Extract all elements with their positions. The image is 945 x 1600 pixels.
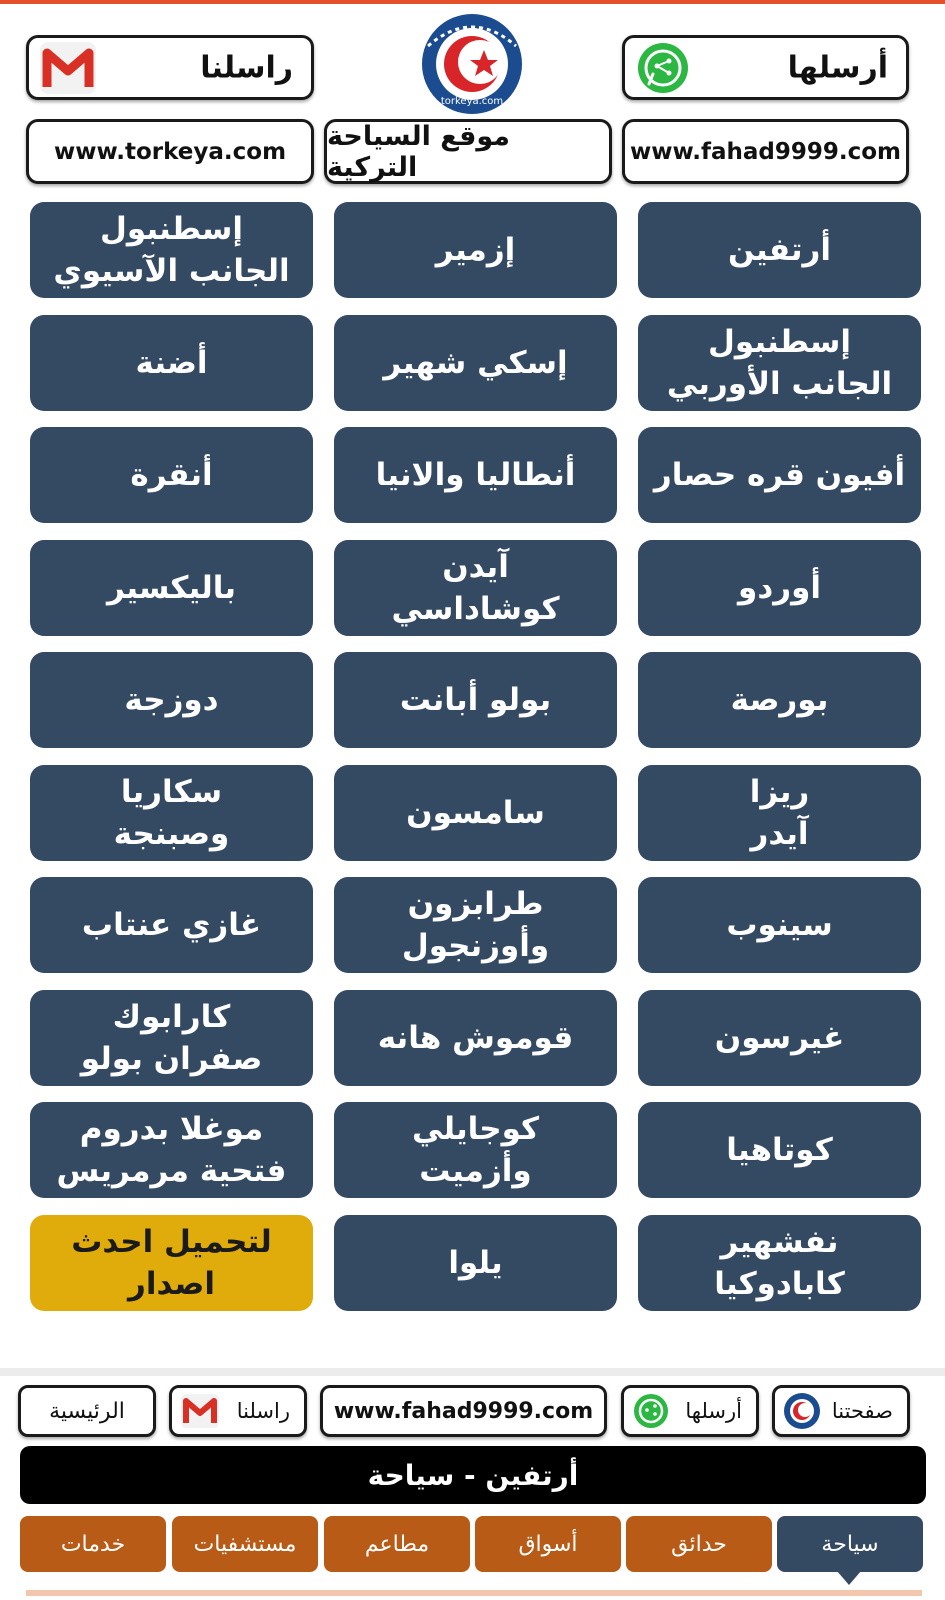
fahad-url-label: www.fahad9999.com [629, 138, 902, 165]
city-tile[interactable]: غيرسون [638, 990, 921, 1086]
city-tile[interactable]: أضنة [30, 315, 313, 411]
site-name-label: موقع السياحة التركية [327, 120, 511, 183]
send-it-bottom-button[interactable] [621, 1385, 759, 1437]
city-tile[interactable]: يلوا [334, 1215, 617, 1311]
city-tile[interactable]: أنطاليا والانيا [334, 427, 617, 523]
tabs-underline [26, 1590, 922, 1596]
home-label: الرئيسية [49, 1398, 125, 1424]
city-tile[interactable]: قوموش هانه [334, 990, 617, 1086]
tab-item[interactable]: أسواق [475, 1516, 621, 1572]
fahad-url-bottom-button[interactable] [320, 1385, 607, 1437]
city-tile[interactable]: دوزجة [30, 652, 313, 748]
tab-item[interactable]: خدمات [20, 1516, 166, 1572]
contact-us-label: راسلنا [200, 50, 293, 85]
city-tile[interactable]: سكاريا وصبنجة [30, 765, 313, 861]
torkeya-url-label: www.torkeya.com [53, 138, 287, 165]
city-tile[interactable]: طرابزون وأوزنجول [334, 877, 617, 973]
contact-us-bottom-button[interactable] [169, 1385, 307, 1437]
site-name-button[interactable] [324, 119, 612, 184]
city-tile[interactable]: كوتاهيا [638, 1102, 921, 1198]
city-tile[interactable]: سينوب [638, 877, 921, 973]
tab-item[interactable]: مستشفيات [172, 1516, 318, 1572]
city-tile[interactable]: موغلا بدروم فتحية مرمريس [30, 1102, 313, 1198]
send-it-label: أرسلها [787, 50, 888, 85]
logo-text: torkeya.com [440, 96, 504, 107]
torkeya-url-button[interactable] [26, 119, 314, 184]
city-tile[interactable]: أوردو [638, 540, 921, 636]
city-tile[interactable]: إسطنبول الجانب الآسيوي [30, 202, 313, 298]
city-tile[interactable]: كارابوك صفران بولو [30, 990, 313, 1086]
top-accent-strip [0, 0, 945, 4]
city-tile[interactable]: أنقرة [30, 427, 313, 523]
city-tile[interactable]: سامسون [334, 765, 617, 861]
send-it-button[interactable] [622, 35, 909, 100]
gmail-icon [39, 41, 97, 95]
city-tile[interactable]: ريزا آيدر [638, 765, 921, 861]
city-tile[interactable]: باليكسير [30, 540, 313, 636]
city-tile[interactable]: بولو أبانت [334, 652, 617, 748]
contact-us-bottom-label: راسلنا [236, 1399, 290, 1423]
city-tile[interactable]: بورصة [638, 652, 921, 748]
city-tile[interactable]: نفشهير كابادوكيا [638, 1215, 921, 1311]
our-page-button[interactable] [772, 1385, 910, 1437]
whatsapp-icon [635, 40, 691, 96]
city-tile[interactable]: كوجايلي وأزميت [334, 1102, 617, 1198]
city-tile[interactable]: أرتفين [638, 202, 921, 298]
fahad-url-bottom-label: www.fahad9999.com [333, 1398, 594, 1424]
send-it-bottom-label: أرسلها [685, 1399, 742, 1423]
active-tab-pointer [837, 1571, 861, 1585]
gmail-icon [180, 1393, 220, 1429]
tab-item[interactable]: مطاعم [324, 1516, 470, 1572]
whatsapp-icon [632, 1392, 670, 1430]
site-logo[interactable] [420, 12, 524, 116]
logo-icon [783, 1392, 821, 1430]
city-tile[interactable]: إزمير [334, 202, 617, 298]
page-title: أرتفين - سياحة [20, 1446, 926, 1504]
city-tile[interactable]: إسكي شهير [334, 315, 617, 411]
home-button[interactable] [18, 1385, 156, 1437]
city-tile[interactable]: آيدن كوشاداسي [334, 540, 617, 636]
download-latest-version-button[interactable]: لتحميل احدث اصدار [30, 1215, 313, 1311]
contact-us-button[interactable] [26, 35, 314, 100]
tab-item[interactable]: سياحة [777, 1516, 923, 1572]
city-tile[interactable]: غازي عنتاب [30, 877, 313, 973]
our-page-label: صفحتنا [831, 1399, 893, 1423]
tab-item[interactable]: حدائق [626, 1516, 772, 1572]
section-divider [0, 1368, 945, 1376]
city-tile[interactable]: أفيون قره حصار [638, 427, 921, 523]
fahad-url-button[interactable] [622, 119, 909, 184]
city-tile[interactable]: إسطنبول الجانب الأوربي [638, 315, 921, 411]
